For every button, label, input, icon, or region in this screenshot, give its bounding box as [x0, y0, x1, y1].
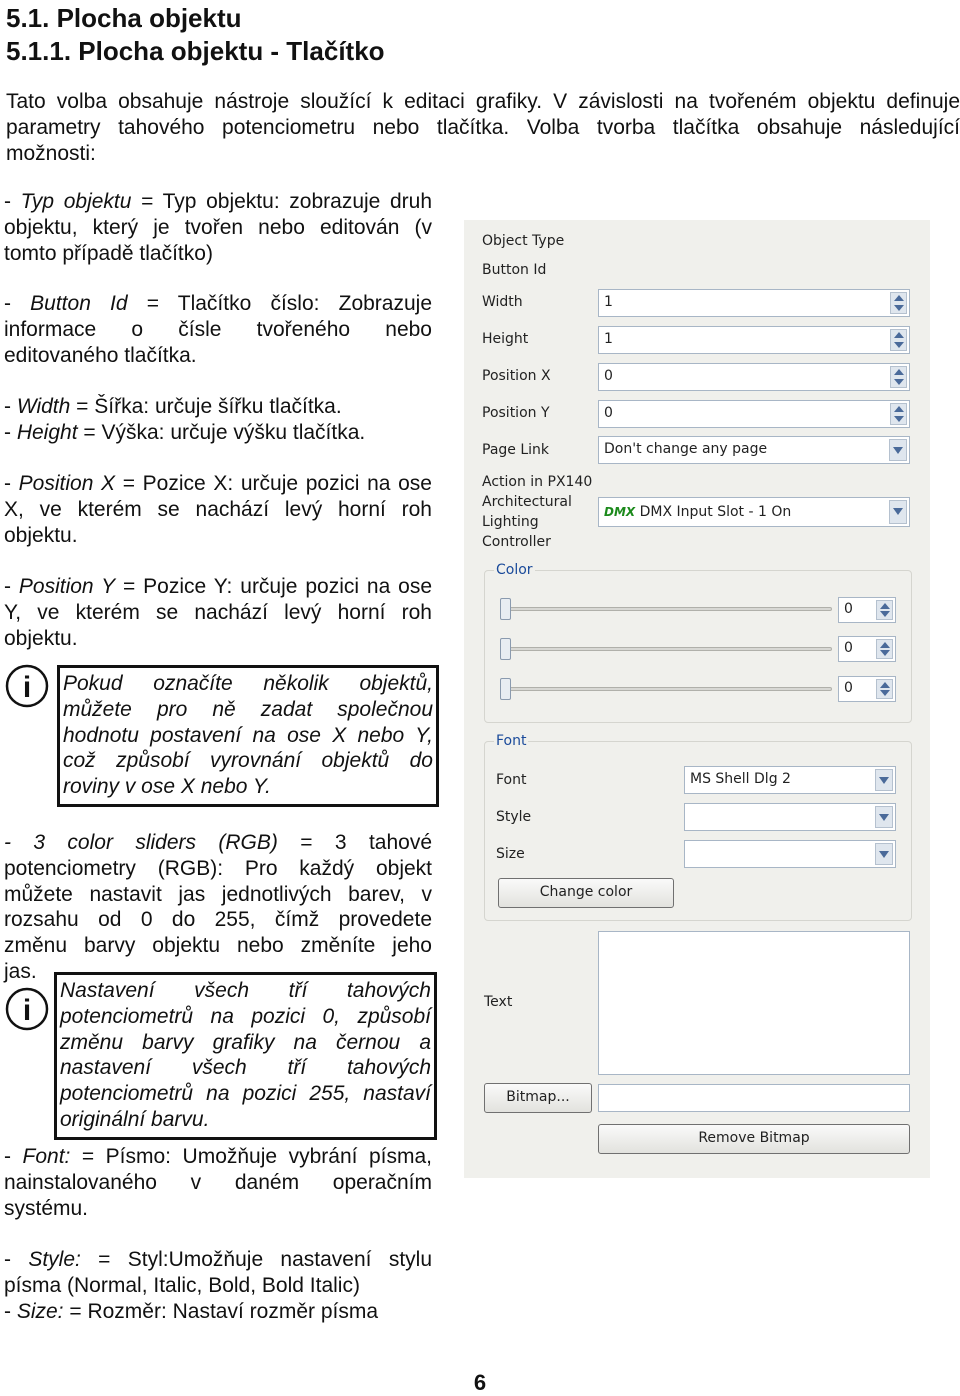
term-font: Font: — [22, 1145, 71, 1168]
info-line: Nastavení všech tří tahových — [60, 979, 431, 1002]
action-label-line: Architectural — [482, 494, 572, 510]
term-typ-objektu: Typ objektu — [20, 190, 132, 213]
font-group-legend: Font — [496, 733, 527, 749]
desc: = Typ objektu: zobrazuje druh — [131, 190, 433, 213]
blue-value-spinbox[interactable] — [838, 676, 896, 702]
style-select[interactable] — [684, 803, 896, 831]
chevron-down-icon[interactable] — [889, 439, 907, 461]
term-width: Width — [16, 395, 71, 418]
width-spinbox[interactable] — [598, 289, 910, 317]
dash: - — [4, 190, 21, 213]
intro-line: Tato volba obsahuje nástroje sloužící k editaci grafiky. V závislosti na tvořeném objektu definuje — [6, 90, 960, 113]
desc: = Tlačítko číslo: Zobrazuje — [127, 292, 432, 315]
desc-line: nainstalovaného v daném operačním — [4, 1170, 432, 1194]
spin-arrows-icon[interactable] — [890, 366, 907, 388]
info-line: nastavení všech tří tahových — [60, 1056, 431, 1080]
size-select[interactable] — [684, 840, 896, 868]
dash: - — [4, 1145, 23, 1168]
page-link-value: Don't change any page — [604, 441, 768, 457]
desc-line: objektu, který je tvořen nebo editován (v — [4, 215, 432, 239]
term-position-y: Position Y — [18, 575, 116, 598]
spin-arrows-icon[interactable] — [890, 292, 907, 314]
term-button-id: Button Id — [30, 292, 128, 315]
desc: = Rozměr: Nastaví rozměr písma — [63, 1299, 379, 1323]
height-spinbox[interactable] — [598, 326, 910, 354]
info-line: potenciometrů na pozici 255, nastaví — [60, 1082, 431, 1106]
bitmap-path-field[interactable] — [598, 1084, 910, 1112]
desc-line: objektu. — [4, 626, 78, 650]
info-icon-glyph: i — [22, 994, 32, 1027]
intro-line: parametry tahového potenciometru nebo tlačítka. Volba tvorba tlačítka obsahuje následující — [6, 115, 960, 139]
desc-line: systému. — [4, 1196, 89, 1220]
desc-line: písma (Normal, Italic, Bold, Bold Italic) — [4, 1273, 360, 1297]
heading-subsection: 5.1.1. Plocha objektu - Tlačítko — [6, 36, 385, 66]
dmx-logo-icon: DMX — [604, 505, 636, 519]
dash: - — [4, 472, 19, 495]
object-properties-dialog — [464, 220, 930, 1178]
page-link-label: Page Link — [482, 442, 550, 458]
intro-paragraph — [6, 89, 960, 166]
action-value: DMX Input Slot - 1 On — [639, 504, 792, 520]
red-slider-track[interactable] — [500, 607, 832, 611]
desc-line: můžete nastavit jas jednotlivých barev, v — [4, 882, 432, 906]
width-label: Width — [482, 294, 523, 310]
desc: = Písmo: Umožňuje vybrání písma, — [70, 1145, 432, 1168]
green-slider-thumb[interactable] — [500, 638, 511, 660]
blue-slider-track[interactable] — [500, 687, 832, 691]
chevron-down-icon[interactable] — [875, 806, 893, 828]
desc-line: tomto případě tlačítko) — [4, 241, 213, 265]
dash: - — [4, 420, 17, 444]
desc: = Pozice Y: určuje pozici na ose — [115, 575, 433, 598]
desc-line: objektu. — [4, 523, 78, 547]
button-id-paragraph — [4, 291, 432, 368]
intro-line: možnosti: — [6, 141, 96, 165]
height-value: 1 — [604, 331, 613, 347]
info-line: změnu barvy grafiky na černou a — [60, 1030, 431, 1054]
dash: - — [4, 1299, 17, 1323]
position-x-paragraph — [4, 471, 432, 548]
desc-line: změnu barvy objektu nebo změníte jeho — [4, 934, 432, 958]
object-type-label: Object Type — [482, 233, 565, 249]
desc-line: editovaného tlačítka. — [4, 343, 197, 367]
position-x-label: Position X — [482, 368, 551, 384]
desc-line: jas. — [4, 959, 37, 983]
info-line: Pokud označíte několik objektů, — [63, 672, 433, 695]
term-color-sliders: - 3 color sliders (RGB) — [4, 831, 278, 854]
page-link-select[interactable] — [598, 436, 910, 464]
term-height: Height — [16, 420, 78, 444]
blue-value: 0 — [844, 680, 853, 696]
font-paragraph — [4, 1144, 432, 1221]
action-label-line: Controller — [482, 534, 551, 550]
page-number: 6 — [473, 1370, 487, 1395]
info-icon — [4, 663, 50, 709]
position-y-spinbox[interactable] — [598, 400, 910, 428]
dash: - — [4, 395, 17, 418]
font-select[interactable] — [684, 766, 896, 794]
info-line: originální barvu. — [60, 1107, 210, 1131]
heading-section: 5.1. Plocha objektu — [6, 3, 242, 33]
spin-arrows-icon[interactable] — [876, 639, 893, 659]
desc-line: Y, ve kterém se nachází levý horní roh — [4, 600, 432, 624]
desc: = Styl:Umožňuje nastavení stylu — [80, 1248, 432, 1271]
button-id-label: Button Id — [482, 262, 547, 278]
desc-line: informace o čísle tvořeného nebo — [4, 317, 432, 341]
position-y-label: Position Y — [482, 405, 550, 421]
term-size: Size: — [16, 1299, 64, 1323]
dash: - — [4, 292, 31, 315]
spin-arrows-icon[interactable] — [890, 403, 907, 425]
green-slider-track[interactable] — [500, 647, 832, 651]
remove-bitmap-button[interactable]: Remove Bitmap — [598, 1124, 910, 1154]
red-value: 0 — [844, 601, 853, 617]
desc-line: X, ve kterém se nachází levý horní roh — [4, 497, 432, 521]
info-box-sliders — [54, 972, 437, 1140]
desc: = Pozice X: určuje pozici na ose — [115, 472, 432, 495]
position-y-paragraph — [4, 574, 432, 651]
style-size-paragraph — [4, 1247, 432, 1324]
text-label: Text — [484, 994, 513, 1010]
change-color-button[interactable]: Change color — [498, 878, 674, 908]
dash: - — [4, 1248, 29, 1271]
desc: = Výška: určuje výšku tlačítka. — [77, 420, 366, 444]
position-y-value: 0 — [604, 405, 613, 421]
size-label: Size — [496, 846, 525, 862]
info-line: roviny v ose X nebo Y. — [63, 775, 271, 799]
green-value-spinbox[interactable] — [838, 636, 896, 662]
desc: = Šířka: určuje šířku tlačítka. — [70, 395, 342, 418]
chevron-down-icon[interactable] — [875, 843, 893, 865]
info-line: potenciometrů na pozici 0, způsobí — [60, 1004, 431, 1028]
action-select[interactable] — [598, 497, 910, 527]
info-line: hodnotu postavení na ose X nebo Y, — [63, 723, 433, 747]
position-x-value: 0 — [604, 368, 613, 384]
spin-arrows-icon[interactable] — [890, 329, 907, 351]
info-line: můžete pro ně zadat společnou — [63, 697, 433, 721]
chevron-down-icon[interactable] — [889, 500, 907, 524]
green-value: 0 — [844, 640, 853, 656]
red-slider-thumb[interactable] — [500, 598, 511, 620]
height-label: Height — [482, 331, 529, 347]
style-label: Style — [496, 809, 532, 825]
bitmap-button[interactable]: Bitmap... — [484, 1083, 592, 1113]
width-value: 1 — [604, 294, 613, 310]
term-style: Style: — [28, 1248, 81, 1271]
chevron-down-icon[interactable] — [875, 769, 893, 791]
spin-arrows-icon[interactable] — [876, 600, 893, 620]
font-label: Font — [496, 772, 527, 788]
term-position-x: Position X — [18, 472, 116, 495]
dash: - — [4, 575, 19, 598]
action-label-line: Action in PX140 — [482, 474, 593, 490]
info-line: což způsobí vyrovnání objektů do — [63, 749, 433, 773]
spin-arrows-icon[interactable] — [876, 679, 893, 699]
action-label — [482, 472, 592, 552]
info-icon — [4, 986, 50, 1032]
blue-slider-thumb[interactable] — [500, 678, 511, 700]
color-sliders-paragraph — [4, 830, 432, 985]
desc-line: potenciometry (RGB): Pro každý objekt — [4, 856, 432, 880]
desc-line: rozsahu od 0 do 255, čímž provedete — [4, 908, 432, 932]
font-value: MS Shell Dlg 2 — [690, 771, 791, 787]
action-label-line: Lighting — [482, 514, 539, 530]
position-x-spinbox[interactable] — [598, 363, 910, 391]
text-area[interactable] — [598, 931, 910, 1075]
typ-objektu-paragraph — [4, 189, 432, 266]
info-box-selection — [57, 665, 439, 807]
info-icon-glyph: i — [22, 671, 32, 704]
width-height-paragraph — [4, 394, 432, 446]
red-value-spinbox[interactable] — [838, 597, 896, 623]
color-group-legend: Color — [496, 562, 533, 578]
desc: = 3 tahové — [277, 831, 432, 854]
